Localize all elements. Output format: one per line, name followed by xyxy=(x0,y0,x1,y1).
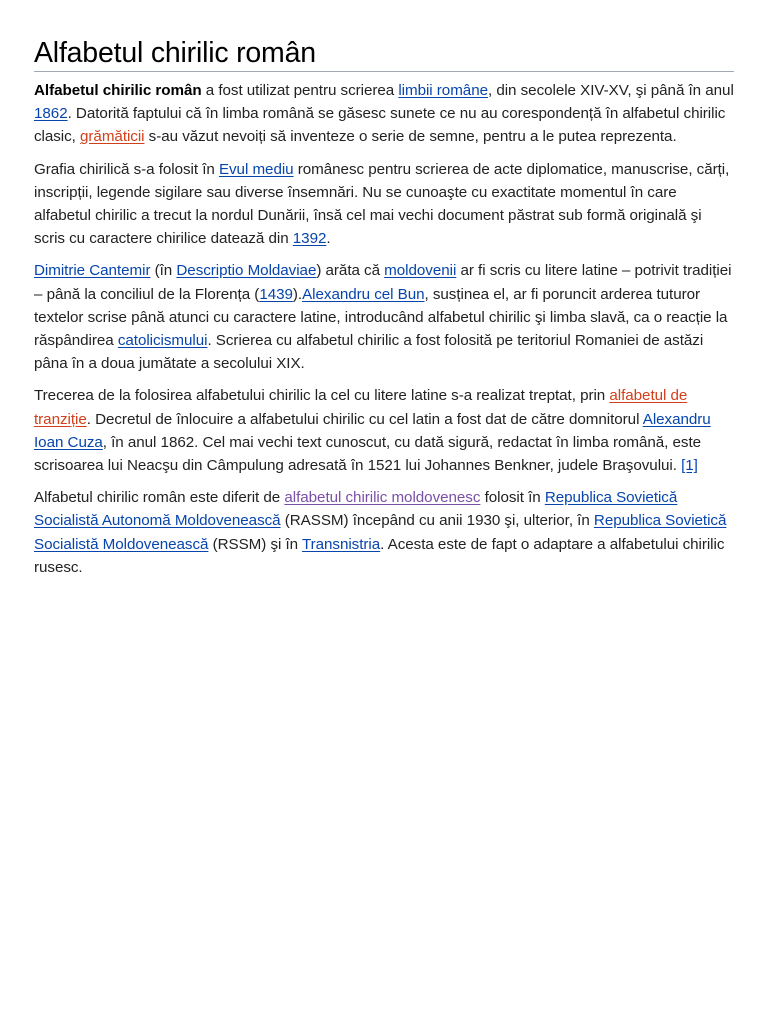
text: , în anul 1862. Cel mai vechi text cunoscut, cu dată sigură, redactat în limba română, este scrisoarea lui Neacşu din Câmpulung adresată în 1521 lui Johannes Benkner, judele Braşovului. xyxy=(34,433,702,475)
text: Grafia chirilică s-a folosit în xyxy=(34,160,219,178)
text: . Datorită faptului că în limba română se găsesc sunete ce nu au corespondență în alfabetul chirilic clasic, xyxy=(34,105,726,146)
link-alfabetul-chirilic-moldovenesc[interactable]: alfabetul chirilic moldovenesc xyxy=(284,489,481,507)
link-alexandru-ioan-cuza[interactable]: Alexandru Ioan Cuza xyxy=(34,410,711,451)
link-1439[interactable]: 1439 xyxy=(259,285,293,303)
link-evul-mediu[interactable]: Evul mediu xyxy=(218,160,294,178)
text: Alfabetul chirilic român este diferit de xyxy=(34,489,285,507)
text: , din secolele XIV-XV, şi până în anul xyxy=(488,82,734,99)
text: . Scrierea cu alfabetul chirilic a fost folosită pe teritoriul Romaniei de astăzi pâna în a doua jumătate a secolului XIX. xyxy=(34,332,704,373)
paragraph-intro xyxy=(34,79,734,149)
paragraph-cantemir xyxy=(34,259,734,375)
link-dimitrie-cantemir[interactable]: Dimitrie Cantemir xyxy=(34,262,151,280)
link-rassm[interactable]: Republica Sovietică Socialistă Autonomă Moldovenească xyxy=(34,489,678,530)
text: ar fi scris cu litere latine – potrivit tradiției – până la conciliul de la Florența ( xyxy=(34,262,732,303)
text: românesc pentru scrierea de acte diplomatice, manuscrise, cărți, inscripții, legende sigilare sau diverse însemnări. Nu se cunoaşte cu exactitate momentul în care alfabetul chirilic a trecut la nordul Dunării, însă cel mai vechi document păstrat sub formă originală şi scris cu caractere chirilice datează din xyxy=(34,160,730,248)
text: (RSSM) şi în xyxy=(208,535,302,553)
link-moldovenii[interactable]: moldovenii xyxy=(384,262,457,280)
text: Trecerea de la folosirea alfabetului chirilic la cel cu litere latine s-a realizat treptat, prin xyxy=(34,387,610,405)
text: ). xyxy=(292,285,303,303)
text: folosit în xyxy=(480,489,545,507)
text: s-au văzut nevoiți să inventeze o serie de semne, pentru a le putea reprezenta. xyxy=(144,128,677,146)
link-transnistria[interactable]: Transnistria xyxy=(301,535,381,553)
reference-link-1[interactable]: [1] xyxy=(681,457,698,475)
page-title: Alfabetul chirilic român xyxy=(34,36,734,72)
link-limbii-romane[interactable]: limbii române xyxy=(398,82,488,99)
text: (în xyxy=(150,262,177,280)
text: ) arăta că xyxy=(316,262,385,280)
text: . Decretul de înlocuire a alfabetului chirilic cu cel latin a fost dat de către domnitorul xyxy=(86,410,643,428)
link-rssm[interactable]: Republica Sovietică Socialistă Moldovenească xyxy=(34,512,727,553)
link-catolicismului[interactable]: catolicismului xyxy=(117,332,208,350)
text: . Acesta este de fapt o adaptare a alfabetului chirilic rusesc. xyxy=(34,535,725,576)
text: (RASSM) începând cu anii 1930 şi, ulterior, în xyxy=(280,512,594,530)
link-alexandru-cel-bun[interactable]: Alexandru cel Bun xyxy=(302,285,425,303)
paragraph-trecerea xyxy=(34,384,734,477)
link-1392[interactable]: 1392 xyxy=(292,230,327,248)
link-alfabetul-de-tranzitie[interactable]: alfabetul de tranziție xyxy=(34,387,688,428)
link-1862[interactable]: 1862 xyxy=(34,105,68,123)
text: . xyxy=(326,230,331,248)
paragraph-grafia xyxy=(34,158,734,251)
paragraph-moldovenesc xyxy=(34,486,734,579)
link-gramaticii[interactable]: grămăticii xyxy=(80,128,145,146)
article xyxy=(34,36,734,579)
bold-term: Alfabetul chirilic român xyxy=(34,82,202,99)
text: , susținea el, ar fi poruncit arderea tuturor textelor scrise până atunci cu caractere latine, introducând alfabetul chirilic şi limba slavă, ca o reacție la răspândirea xyxy=(34,285,728,350)
link-descriptio-moldaviae[interactable]: Descriptio Moldaviae xyxy=(176,262,317,280)
text: a fost utilizat pentru scrierea xyxy=(201,82,399,99)
